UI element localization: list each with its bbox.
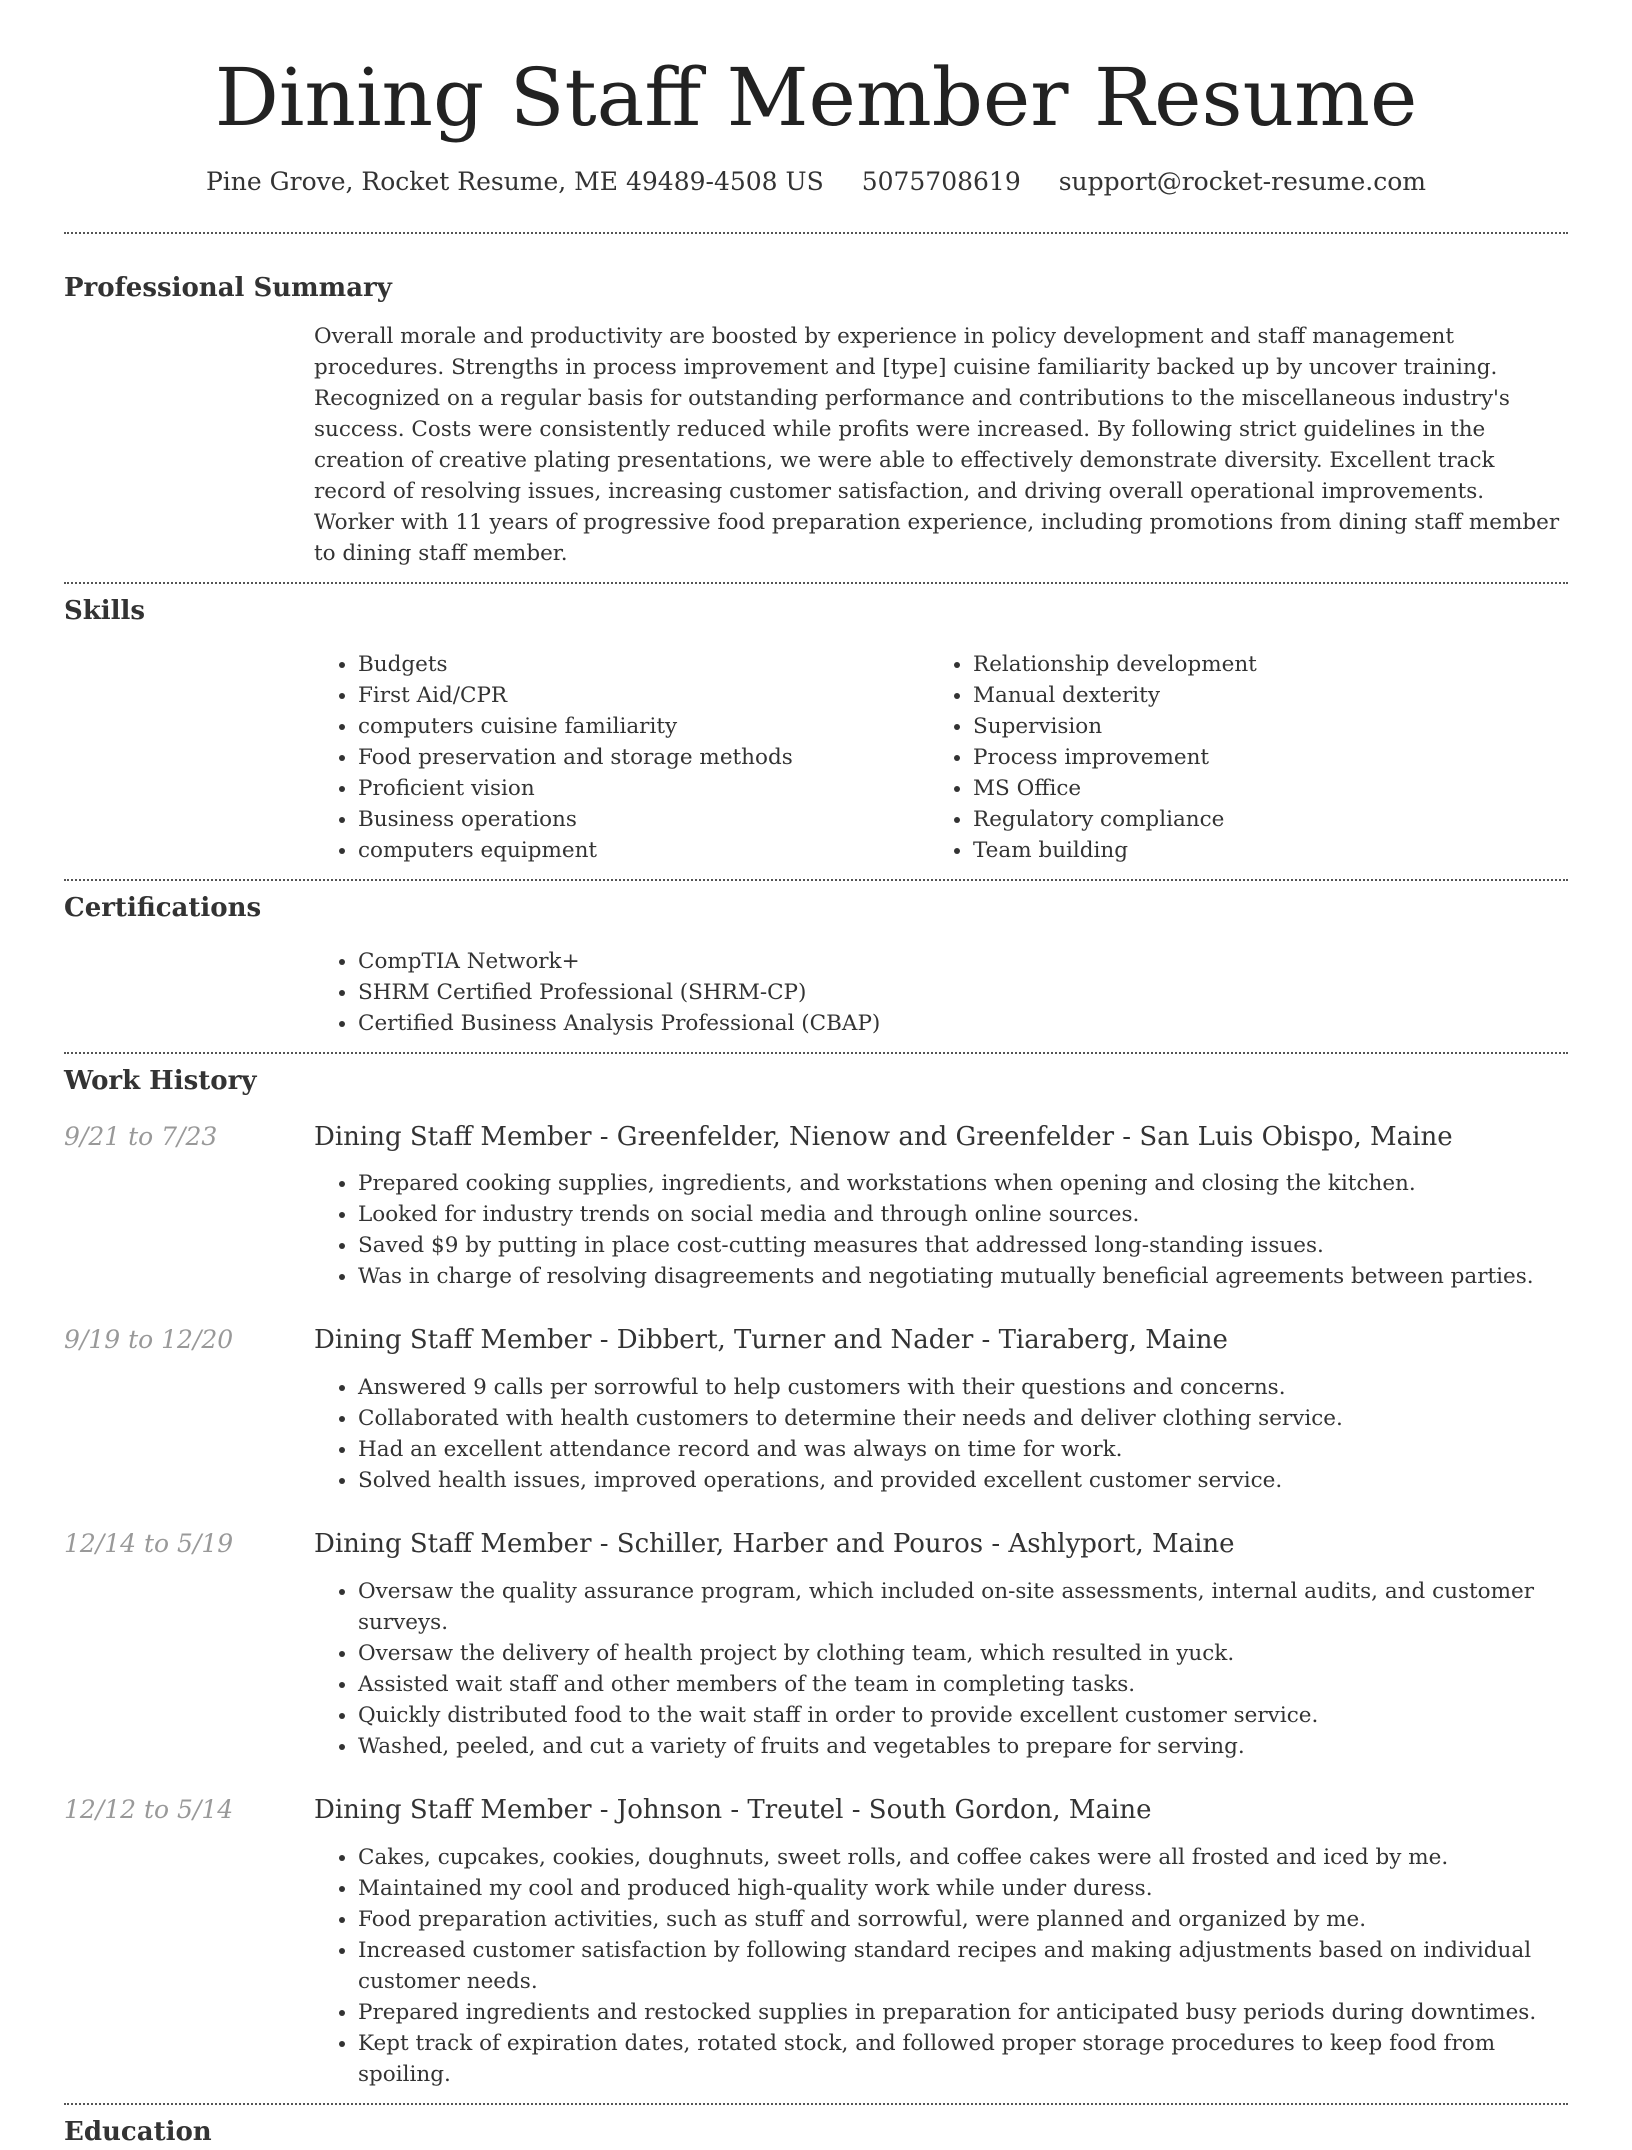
divider	[64, 1052, 1568, 1054]
skill-item: • MS Office	[973, 773, 1544, 804]
skill-item: • Budgets	[358, 649, 929, 680]
job-entry	[64, 1794, 1568, 2090]
section-heading: Work History	[64, 1065, 257, 1096]
job-bullet: • Collaborated with health customers to determine their needs and deliver clothing service.	[358, 1403, 1568, 1434]
job-dates: 9/19 to 12/20	[64, 1325, 234, 1355]
job-title: Dining Staff Member - Johnson - Treutel - South Gordon, Maine	[314, 1795, 1152, 1826]
job-bullet: • Saved $9 by putting in place cost-cutting measures that addressed long-standing issues.	[358, 1230, 1568, 1261]
skill-item: • Food preservation and storage methods	[358, 742, 929, 773]
job-bullet: • Kept track of expiration dates, rotated stock, and followed proper storage procedures to keep food from spoiling.	[358, 2028, 1568, 2090]
section-education	[64, 2116, 1568, 2150]
skill-item: • computers cuisine familiarity	[358, 711, 929, 742]
section-heading: Certifications	[64, 893, 262, 924]
section-heading: Education	[64, 2116, 212, 2147]
certification-item: • Certified Business Analysis Professional (CBAP)	[358, 1008, 1568, 1039]
resume-title: Dining Staff Member Resume	[214, 51, 1418, 144]
job-bullet: • Solved health issues, improved operations, and provided excellent customer service.	[358, 1465, 1568, 1496]
job-bullet: • Looked for industry trends on social media and through online sources.	[358, 1199, 1568, 1230]
job-bullet: • Assisted wait staff and other members of the team in completing tasks.	[358, 1669, 1568, 1700]
job-bullet: • Oversaw the quality assurance program, which included on-site assessments, internal audits, and customer surveys.	[358, 1576, 1568, 1638]
certifications-list	[314, 946, 1568, 1039]
job-bullets	[314, 1576, 1568, 1762]
section-heading: Skills	[64, 596, 146, 627]
job-bullet: • Quickly distributed food to the wait staff in order to provide excellent customer service.	[358, 1700, 1568, 1731]
contact-email: support@rocket-resume.com	[1058, 167, 1427, 196]
job-title: Dining Staff Member - Greenfelder, Nienow and Greenfelder - San Luis Obispo, Maine	[314, 1121, 1453, 1152]
section-work-history	[64, 1065, 1568, 2090]
job-bullet: • Food preparation activities, such as stuff and sorrowful, were planned and organized by me.	[358, 1904, 1568, 1935]
job-bullet: • Prepared cooking supplies, ingredients, and workstations when opening and closing the kitchen.	[358, 1168, 1568, 1199]
certification-item: • SHRM Certified Professional (SHRM-CP)	[358, 977, 1568, 1008]
job-bullets	[314, 1168, 1568, 1292]
job-entry	[64, 1121, 1568, 1293]
job-bullet: • Was in charge of resolving disagreements and negotiating mutually beneficial agreements between parties.	[358, 1261, 1568, 1292]
divider	[64, 879, 1568, 881]
job-entry	[64, 1324, 1568, 1496]
job-title: Dining Staff Member - Dibbert, Turner and Nader - Tiaraberg, Maine	[314, 1325, 1228, 1356]
job-bullet: • Cakes, cupcakes, cookies, doughnuts, sweet rolls, and coffee cakes were all frosted and iced by me.	[358, 1842, 1568, 1873]
section-certifications	[64, 892, 1568, 1039]
job-bullets	[314, 1842, 1568, 2090]
job-bullet: • Prepared ingredients and restocked supplies in preparation for anticipated busy periods during downtimes.	[358, 1997, 1568, 2028]
job-bullet: • Increased customer satisfaction by following standard recipes and making adjustments based on individual customer needs.	[358, 1935, 1568, 1997]
skill-item: • Regulatory compliance	[973, 804, 1544, 835]
job-dates: 12/12 to 5/14	[64, 1795, 234, 1825]
job-bullet: • Had an excellent attendance record and was always on time for work.	[358, 1434, 1568, 1465]
section-heading: Professional Summary	[64, 272, 392, 303]
section-skills	[64, 595, 1568, 866]
job-bullet: • Maintained my cool and produced high-quality work while under duress.	[358, 1873, 1568, 1904]
skills-grid	[314, 649, 1568, 866]
job-dates: 12/14 to 5/19	[64, 1529, 234, 1559]
skill-item: • Process improvement	[973, 742, 1544, 773]
skills-list-left	[314, 649, 929, 866]
job-dates: 9/21 to 7/23	[64, 1121, 218, 1151]
divider	[64, 232, 1568, 234]
skill-item: • Supervision	[973, 711, 1544, 742]
job-bullet: • Oversaw the delivery of health project by clothing team, which resulted in yuck.	[358, 1638, 1568, 1669]
contact-line	[64, 166, 1568, 199]
job-bullets	[314, 1372, 1568, 1496]
contact-phone: 5075708619	[861, 167, 1021, 196]
job-title: Dining Staff Member - Schiller, Harber and Pouros - Ashlyport, Maine	[314, 1529, 1235, 1560]
skill-item: • Manual dexterity	[973, 680, 1544, 711]
resume-page	[64, 0, 1568, 2150]
contact-address: Pine Grove, Rocket Resume, ME 49489-4508 US	[205, 167, 824, 196]
skills-list-right	[929, 649, 1544, 866]
skill-item: • Relationship development	[973, 649, 1544, 680]
section-summary	[64, 272, 1568, 570]
certification-item: • CompTIA Network+	[358, 946, 1568, 977]
skill-item: • Proficient vision	[358, 773, 929, 804]
job-bullet: • Washed, peeled, and cut a variety of fruits and vegetables to prepare for serving.	[358, 1731, 1568, 1762]
skill-item: • First Aid/CPR	[358, 680, 929, 711]
skill-item: • Team building	[973, 835, 1544, 866]
divider	[64, 2103, 1568, 2105]
job-bullet: • Answered 9 calls per sorrowful to help customers with their questions and concerns.	[358, 1372, 1568, 1403]
job-entry	[64, 1528, 1568, 1762]
skill-item: • computers equipment	[358, 835, 929, 866]
skill-item: • Business operations	[358, 804, 929, 835]
divider	[64, 582, 1568, 584]
summary-text: Overall morale and productivity are boosted by experience in policy development and staff management procedures. Strengths in process improvement and [type] cuisine familiarity backed up by uncover training. Recognized on a regular basis for outstanding performance and contributions to the miscellaneous industry's success. Costs were consistently reduced while profits were increased. By following strict guidelines in the creation of creative plating presentations, we were able to effectively demonstrate diversity. Excellent track record of resolving issues, increasing customer satisfaction, and driving overall operational improvements. Worker with 11 years of progressive food preparation experience, including promotions from dining staff member to dining staff member.	[314, 324, 1560, 567]
